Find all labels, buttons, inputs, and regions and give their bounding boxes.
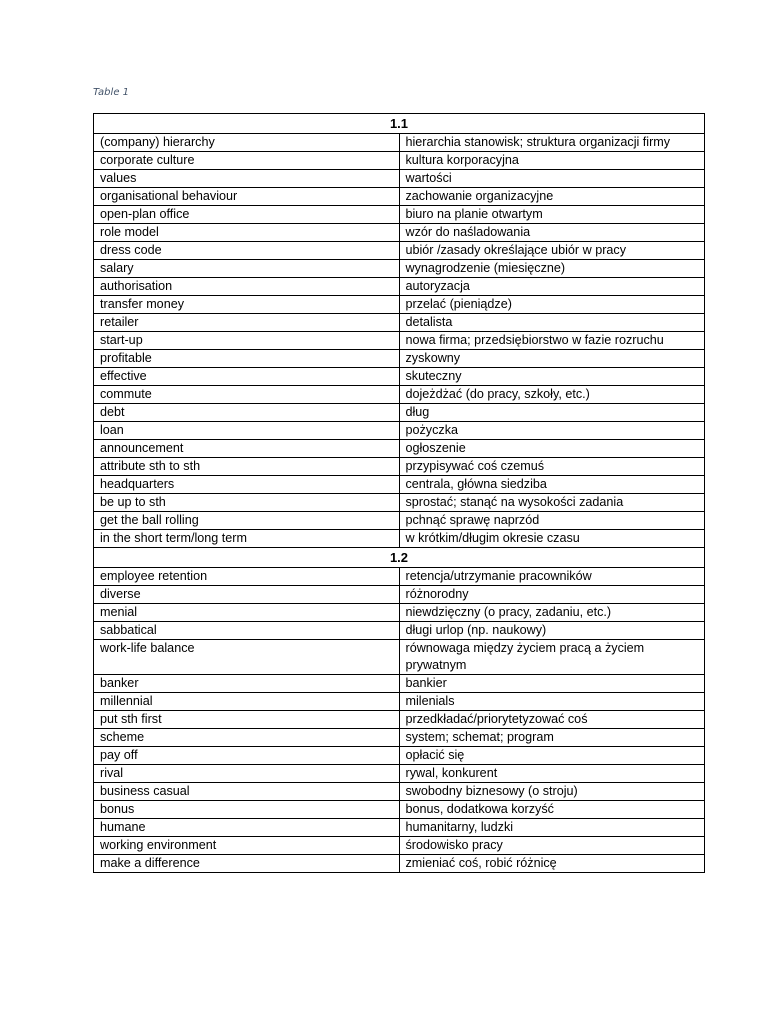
table-row <box>94 640 705 675</box>
english-term: effective <box>94 368 400 386</box>
polish-translation: humanitarny, ludzki <box>399 819 705 837</box>
table-row <box>94 765 705 783</box>
table-row <box>94 260 705 278</box>
english-term: dress code <box>94 242 400 260</box>
polish-translation: biuro na planie otwartym <box>399 206 705 224</box>
english-term: debt <box>94 404 400 422</box>
table-row <box>94 530 705 548</box>
vocabulary-table-body <box>94 114 705 873</box>
english-term: bonus <box>94 801 400 819</box>
table-row <box>94 422 705 440</box>
table-row <box>94 152 705 170</box>
polish-translation: opłacić się <box>399 747 705 765</box>
table-row <box>94 368 705 386</box>
polish-translation: system; schemat; program <box>399 729 705 747</box>
polish-translation: w krótkim/długim okresie czasu <box>399 530 705 548</box>
polish-translation: zmieniać coś, robić różnicę <box>399 855 705 873</box>
table-row <box>94 224 705 242</box>
english-term: values <box>94 170 400 188</box>
table-row <box>94 440 705 458</box>
table-row <box>94 404 705 422</box>
english-term: get the ball rolling <box>94 512 400 530</box>
english-term: authorisation <box>94 278 400 296</box>
polish-translation: retencja/utrzymanie pracowników <box>399 568 705 586</box>
english-term: commute <box>94 386 400 404</box>
polish-translation: przelać (pieniądze) <box>399 296 705 314</box>
polish-translation: niewdzięczny (o pracy, zadaniu, etc.) <box>399 604 705 622</box>
english-term: headquarters <box>94 476 400 494</box>
english-term: salary <box>94 260 400 278</box>
table-row <box>94 188 705 206</box>
vocabulary-table <box>93 113 705 873</box>
polish-translation: rywal, konkurent <box>399 765 705 783</box>
table-row <box>94 837 705 855</box>
table-row <box>94 476 705 494</box>
table-row <box>94 350 705 368</box>
polish-translation: różnorodny <box>399 586 705 604</box>
english-term: millennial <box>94 693 400 711</box>
polish-translation: centrala, główna siedziba <box>399 476 705 494</box>
table-row <box>94 604 705 622</box>
polish-translation: środowisko pracy <box>399 837 705 855</box>
table-row <box>94 494 705 512</box>
polish-translation: wartości <box>399 170 705 188</box>
english-term: scheme <box>94 729 400 747</box>
english-term: put sth first <box>94 711 400 729</box>
english-term: diverse <box>94 586 400 604</box>
table-row <box>94 747 705 765</box>
english-term: transfer money <box>94 296 400 314</box>
english-term: retailer <box>94 314 400 332</box>
english-term: profitable <box>94 350 400 368</box>
table-row <box>94 711 705 729</box>
table-row <box>94 819 705 837</box>
polish-translation: ogłoszenie <box>399 440 705 458</box>
polish-translation: dojeżdżać (do pracy, szkoły, etc.) <box>399 386 705 404</box>
polish-translation: sprostać; stanąć na wysokości zadania <box>399 494 705 512</box>
english-term: employee retention <box>94 568 400 586</box>
english-term: attribute sth to sth <box>94 458 400 476</box>
english-term: loan <box>94 422 400 440</box>
polish-translation: pchnąć sprawę naprzód <box>399 512 705 530</box>
table-row <box>94 801 705 819</box>
table-row <box>94 242 705 260</box>
table-row <box>94 332 705 350</box>
polish-translation: bonus, dodatkowa korzyść <box>399 801 705 819</box>
polish-translation: zachowanie organizacyjne <box>399 188 705 206</box>
english-term: start-up <box>94 332 400 350</box>
english-term: organisational behaviour <box>94 188 400 206</box>
english-term: in the short term/long term <box>94 530 400 548</box>
section-title: 1.2 <box>94 548 705 568</box>
table-row <box>94 458 705 476</box>
table-row <box>94 586 705 604</box>
polish-translation: skuteczny <box>399 368 705 386</box>
english-term: open-plan office <box>94 206 400 224</box>
table-row <box>94 855 705 873</box>
section-header-row <box>94 548 705 568</box>
english-term: role model <box>94 224 400 242</box>
table-row <box>94 512 705 530</box>
table-caption: Table 1 <box>93 87 130 98</box>
english-term: rival <box>94 765 400 783</box>
polish-translation: wynagrodzenie (miesięczne) <box>399 260 705 278</box>
polish-translation: zyskowny <box>399 350 705 368</box>
table-row <box>94 206 705 224</box>
polish-translation: kultura korporacyjna <box>399 152 705 170</box>
polish-translation: ubiór /zasady określające ubiór w pracy <box>399 242 705 260</box>
table-row <box>94 675 705 693</box>
polish-translation: dług <box>399 404 705 422</box>
table-row <box>94 296 705 314</box>
section-title: 1.1 <box>94 114 705 134</box>
polish-translation: przypisywać coś czemuś <box>399 458 705 476</box>
polish-translation: hierarchia stanowisk; struktura organizacji firmy <box>399 134 705 152</box>
polish-translation: swobodny biznesowy (o stroju) <box>399 783 705 801</box>
english-term: be up to sth <box>94 494 400 512</box>
english-term: working environment <box>94 837 400 855</box>
english-term: sabbatical <box>94 622 400 640</box>
polish-translation: autoryzacja <box>399 278 705 296</box>
english-term: work-life balance <box>94 640 400 675</box>
table-row <box>94 783 705 801</box>
polish-translation: nowa firma; przedsiębiorstwo w fazie rozruchu <box>399 332 705 350</box>
table-row <box>94 568 705 586</box>
polish-translation: pożyczka <box>399 422 705 440</box>
table-row <box>94 134 705 152</box>
table-row <box>94 693 705 711</box>
english-term: business casual <box>94 783 400 801</box>
polish-translation: długi urlop (np. naukowy) <box>399 622 705 640</box>
polish-translation: detalista <box>399 314 705 332</box>
polish-translation: bankier <box>399 675 705 693</box>
polish-translation: równowaga między życiem pracą a życiem prywatnym <box>399 640 705 675</box>
table-row <box>94 729 705 747</box>
polish-translation: wzór do naśladowania <box>399 224 705 242</box>
english-term: pay off <box>94 747 400 765</box>
english-term: announcement <box>94 440 400 458</box>
english-term: humane <box>94 819 400 837</box>
polish-translation: przedkładać/priorytetyzować coś <box>399 711 705 729</box>
table-row <box>94 170 705 188</box>
polish-translation: milenials <box>399 693 705 711</box>
table-row <box>94 314 705 332</box>
english-term: corporate culture <box>94 152 400 170</box>
english-term: (company) hierarchy <box>94 134 400 152</box>
english-term: menial <box>94 604 400 622</box>
section-header-row <box>94 114 705 134</box>
table-row <box>94 622 705 640</box>
english-term: make a difference <box>94 855 400 873</box>
table-row <box>94 278 705 296</box>
english-term: banker <box>94 675 400 693</box>
table-row <box>94 386 705 404</box>
